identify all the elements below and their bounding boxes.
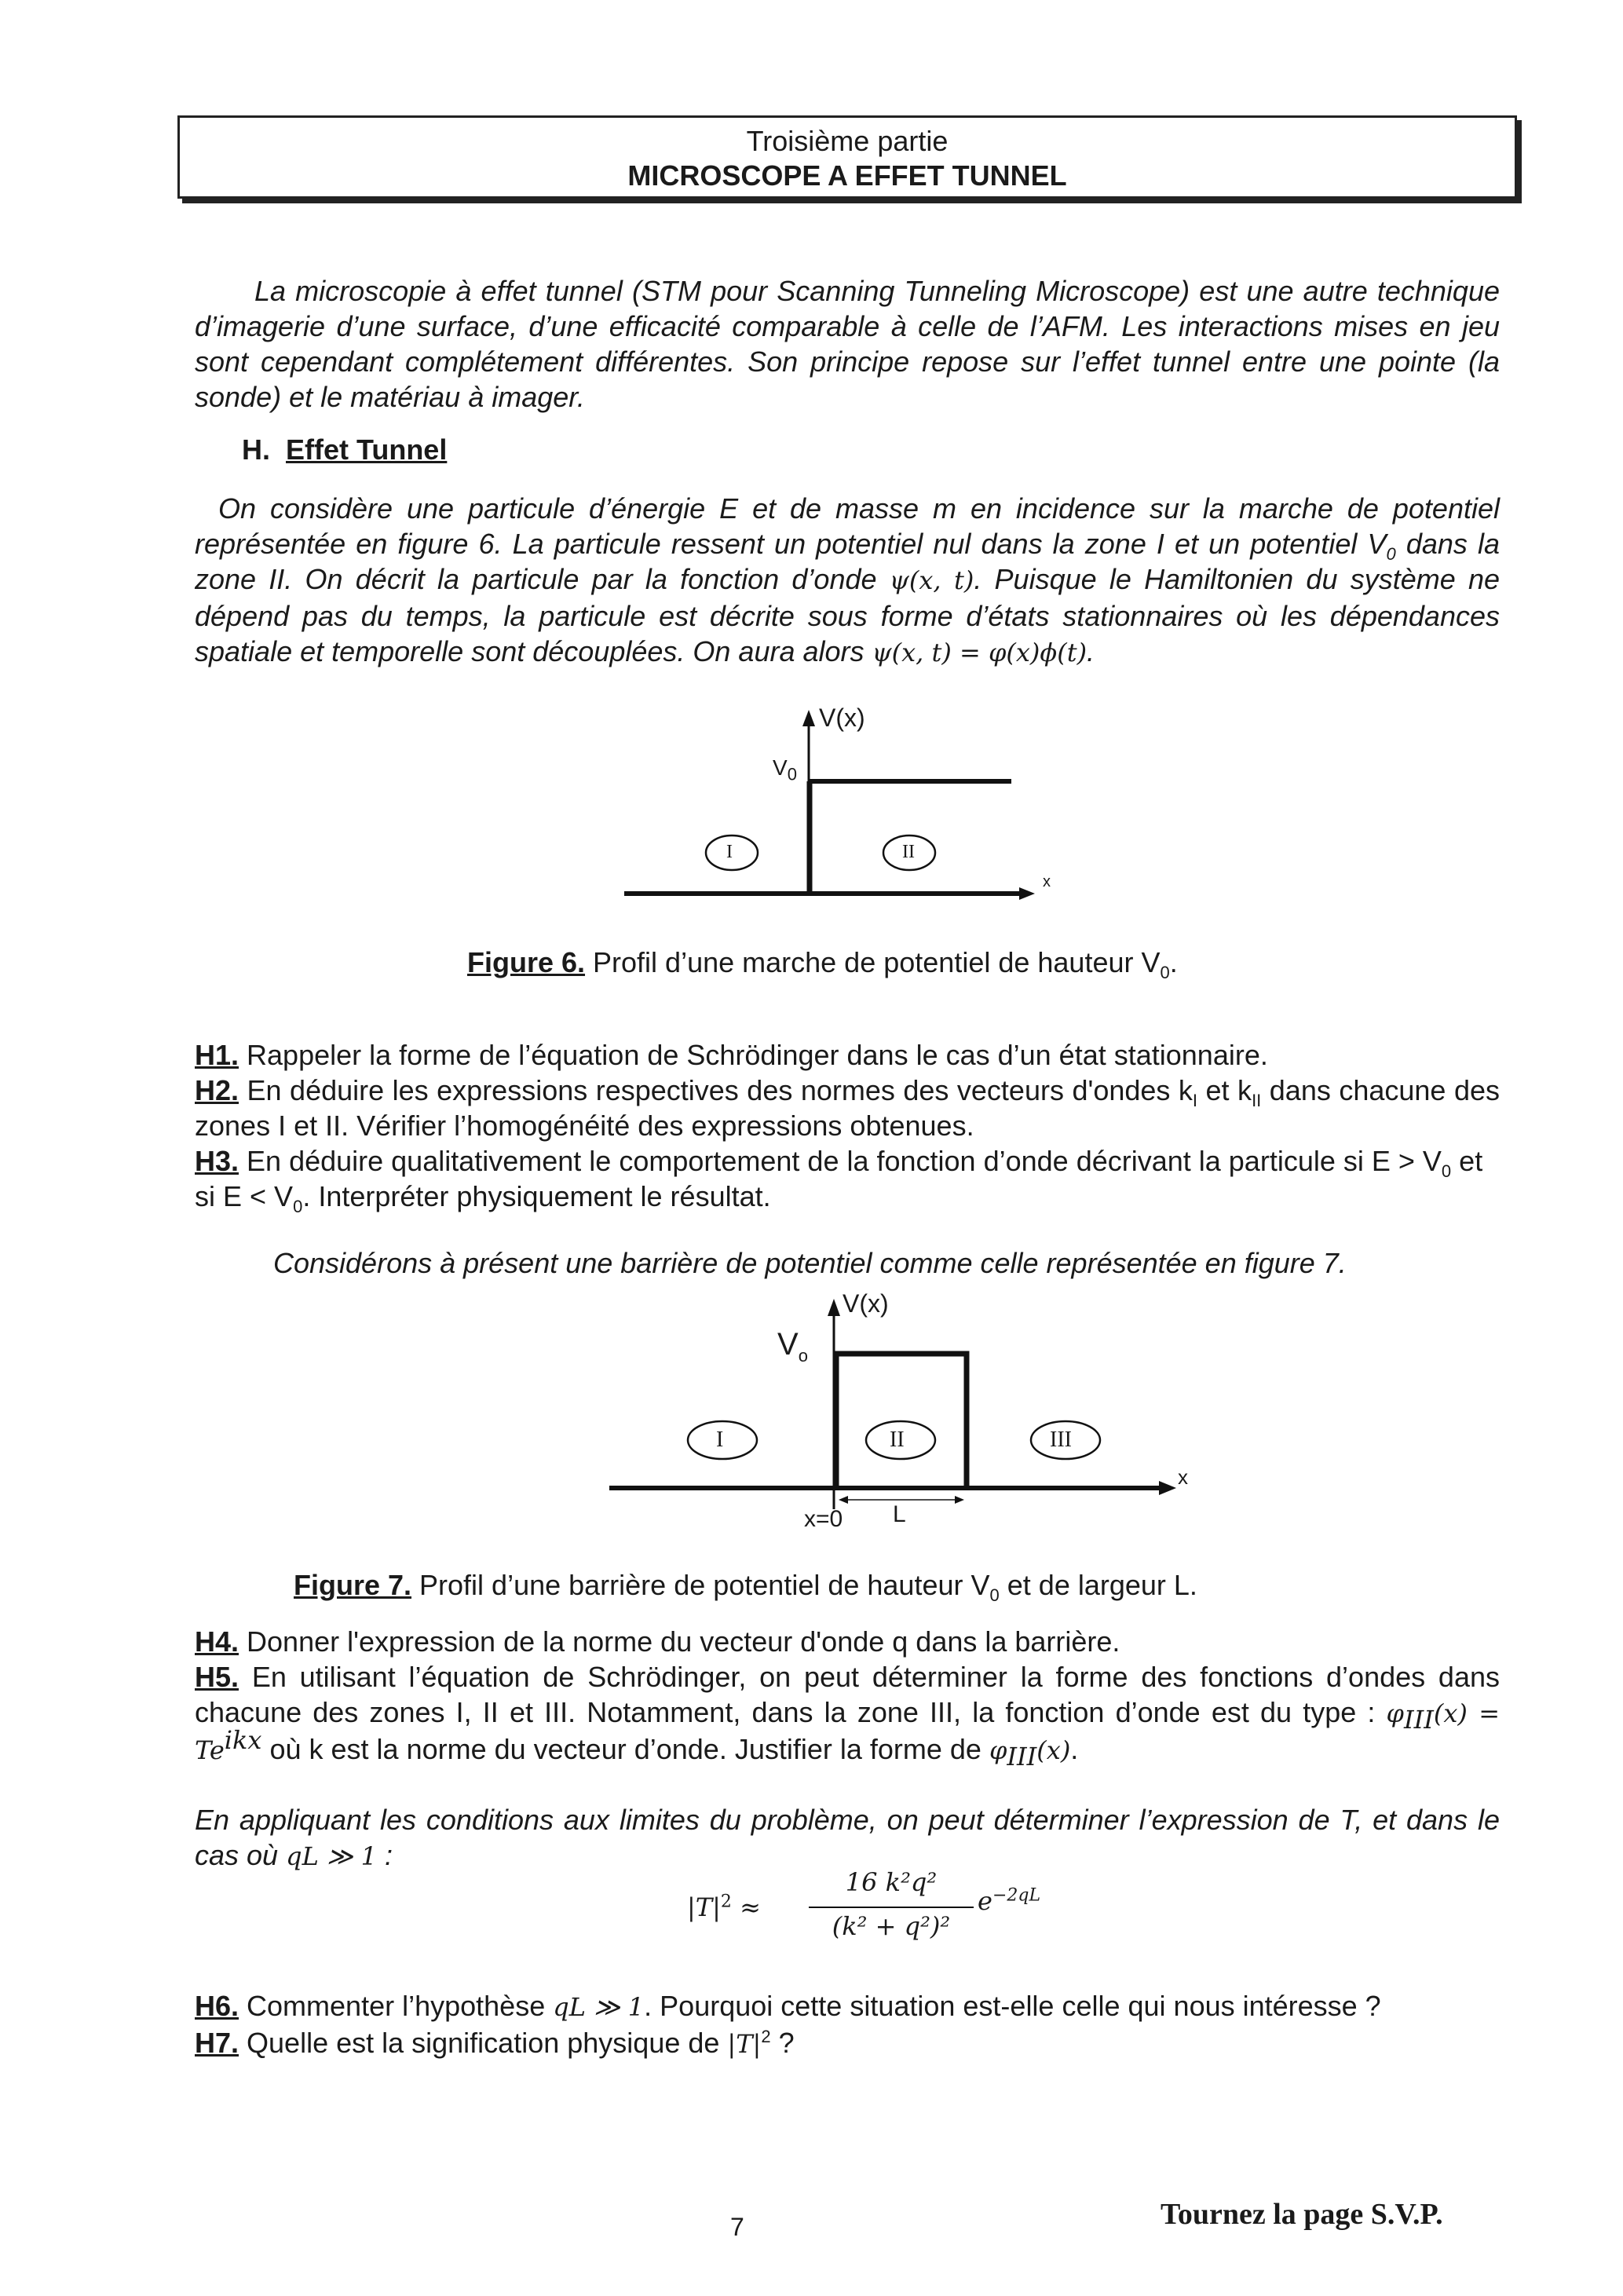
text: et si E < V bbox=[195, 1145, 1483, 1212]
questions-h6-h7 bbox=[195, 1988, 1500, 2062]
numerator: 16 k²q² bbox=[845, 1867, 938, 1897]
lhs: |T| bbox=[687, 1892, 721, 1922]
fig7-zone-ii: II bbox=[890, 1428, 905, 1452]
fig6-xlabel: x bbox=[1043, 873, 1051, 890]
sub: I bbox=[1192, 1091, 1198, 1111]
sup: ikx bbox=[224, 1725, 262, 1755]
sup: 2 bbox=[720, 1892, 732, 1912]
fig7-ylabel: V(x) bbox=[843, 1289, 889, 1318]
caption-text: Profil d’une barrière de potentiel de hauteur V bbox=[411, 1569, 990, 1601]
math: (x) bbox=[1036, 1735, 1071, 1765]
page-number: 7 bbox=[730, 2213, 744, 2241]
fig6-zone-ii: II bbox=[902, 842, 915, 862]
subsection-letter: H. bbox=[242, 433, 270, 466]
question-h4 bbox=[195, 1624, 1500, 1659]
sub: II bbox=[1252, 1091, 1262, 1111]
section-title: MICROSCOPE A EFFET TUNNEL bbox=[627, 159, 1067, 192]
v: V bbox=[773, 755, 788, 780]
caption-label: Figure 6. bbox=[467, 946, 586, 978]
fig6-zone-i: I bbox=[726, 842, 733, 862]
text: : bbox=[377, 1839, 393, 1871]
text: On considère une particule d’énergie E et de masse m en incidence sur la marche de potentiel représentée en figure 6. La particule ressent un potentiel nul dans la zone I et un potentiel V bbox=[195, 492, 1500, 560]
question-h6 bbox=[195, 1988, 1500, 2025]
label: H7. bbox=[195, 2027, 239, 2059]
sub: o bbox=[798, 1346, 808, 1366]
text: Rappeler la forme de l’équation de Schrödinger dans le cas d’un état stationnaire. bbox=[239, 1039, 1268, 1071]
boundary-paragraph bbox=[195, 1802, 1500, 1874]
arrowhead-right-icon bbox=[955, 1496, 964, 1504]
text: ? bbox=[770, 2027, 795, 2059]
arrowhead-left-icon bbox=[839, 1496, 848, 1504]
text: . Puisque le Hamiltonien du système ne dépend pas du temps, la particule est décrite sous forme d’états stationnaires où les dépendances spatiale et temporelle sont découplées. On aura alors bbox=[195, 563, 1501, 667]
fig7-v0-label bbox=[777, 1327, 808, 1366]
text: où k est la norme du vecteur d’onde. Justifier la forme de bbox=[261, 1733, 989, 1765]
text: Quelle est la signification physique de bbox=[239, 2027, 728, 2059]
label: H6. bbox=[195, 1990, 239, 2022]
label: H1. bbox=[195, 1039, 239, 1071]
label: H3. bbox=[195, 1145, 239, 1177]
approx: ≈ bbox=[740, 1892, 761, 1922]
v: V bbox=[777, 1327, 799, 1362]
text: . bbox=[1070, 1733, 1079, 1765]
sub: 0 bbox=[1160, 963, 1170, 983]
fig7-zone-i: I bbox=[716, 1428, 724, 1452]
exponential bbox=[978, 1886, 1040, 1916]
math: φ bbox=[989, 1735, 1007, 1765]
math: qL ≫ 1 bbox=[553, 1992, 645, 2022]
figure-7-caption bbox=[294, 1569, 1197, 1606]
math-psi: ψ(x, t) bbox=[889, 565, 974, 595]
text: En déduire qualitativement le comportement de la fonction d’onde décrivant la particule si E > V bbox=[239, 1145, 1442, 1177]
subscript: 0 bbox=[1386, 544, 1396, 565]
text: dans la zone II. On décrit la particule par la fonction d’onde bbox=[195, 528, 1500, 595]
fig7-xlabel: x bbox=[1178, 1465, 1188, 1489]
section-subtitle: Troisième partie bbox=[746, 125, 949, 157]
caption-label: Figure 7. bbox=[294, 1569, 412, 1601]
sub: 0 bbox=[787, 764, 797, 784]
text: et k bbox=[1197, 1074, 1252, 1106]
text: En utilisant l’équation de Schrödinger, on peut déterminer la forme des fonctions d’ondes dans chacune des zones I, II et III. Notamment, dans la zone III, la fonction d’onde est du type : bbox=[195, 1661, 1500, 1728]
math: φ bbox=[1386, 1698, 1404, 1728]
intro-paragraph: La microscopie à effet tunnel (STM pour Scanning Tunneling Microscope) est une autre technique d’imagerie d’une surface, d’une efficacité comparable à celle de l’AFM. Les interactions mises en jeu sont cependant complétement différentes. Son principe repose sur l’effet tunnel entre une pointe (la sonde) et le matériau à imager. bbox=[195, 275, 1500, 413]
denominator: (k² + q²)² bbox=[832, 1911, 951, 1941]
fig7-width-label: L bbox=[893, 1501, 906, 1527]
e: e bbox=[978, 1886, 992, 1916]
fig7-x0-label: x=0 bbox=[804, 1506, 843, 1532]
sub: III bbox=[1403, 1705, 1434, 1735]
caption-text: Profil d’une marche de potentiel de hauteur V bbox=[585, 946, 1161, 978]
question-h5 bbox=[195, 1659, 1501, 1772]
label: H2. bbox=[195, 1074, 239, 1106]
y-arrow-icon bbox=[828, 1299, 840, 1316]
sub: 0 bbox=[989, 1585, 1000, 1606]
subsection-title: Effet Tunnel bbox=[286, 433, 448, 466]
sup: 2 bbox=[761, 2027, 771, 2046]
formula-lhs bbox=[687, 1892, 761, 1922]
text: et de largeur L. bbox=[999, 1569, 1197, 1601]
math: (x) = Te bbox=[195, 1698, 1501, 1765]
exponent: −2qL bbox=[992, 1885, 1041, 1906]
barrier-intro: Considérons à présent une barrière de potentiel comme celle représentée en figure 7. bbox=[273, 1247, 1347, 1279]
text: En appliquant les conditions aux limites du problème, on peut déterminer l’expression de T, et dans le cas où bbox=[195, 1804, 1500, 1871]
fig7-zone-iii: III bbox=[1050, 1428, 1072, 1452]
questions-h4-h5 bbox=[195, 1624, 1501, 1772]
x-arrow-icon bbox=[1159, 1481, 1176, 1495]
math-separation: ψ(x, t) = φ(x)ϕ(t) bbox=[872, 638, 1087, 667]
turn-page-note: Tournez la page S.V.P. bbox=[1161, 2198, 1443, 2231]
math: |T| bbox=[727, 2029, 762, 2059]
sub: 0 bbox=[293, 1197, 303, 1217]
text: . bbox=[1169, 946, 1178, 978]
text: . Interpréter physiquement le résultat. bbox=[302, 1180, 771, 1212]
fig6-ylabel: V(x) bbox=[819, 704, 865, 732]
fraction-bar bbox=[809, 1907, 974, 1908]
text: Commenter l’hypothèse bbox=[239, 1990, 554, 2022]
text: En déduire les expressions respectives des normes des vecteurs d'ondes k bbox=[239, 1074, 1193, 1106]
label: H4. bbox=[195, 1625, 239, 1658]
question-h7 bbox=[195, 2025, 1500, 2062]
text: dans chacune des zones I et II. Vérifier l’homogénéité des expressions obtenues. bbox=[195, 1074, 1500, 1142]
text: Donner l'expression de la norme du vecteur d'onde q dans la barrière. bbox=[239, 1625, 1120, 1658]
sub: 0 bbox=[1441, 1161, 1452, 1182]
label: H5. bbox=[195, 1661, 239, 1693]
sub: III bbox=[1007, 1742, 1037, 1772]
text: . Pourquoi cette situation est-elle celle qui nous intéresse ? bbox=[644, 1990, 1381, 2022]
math: qL ≫ 1 bbox=[286, 1841, 378, 1871]
text: . bbox=[1087, 635, 1095, 667]
